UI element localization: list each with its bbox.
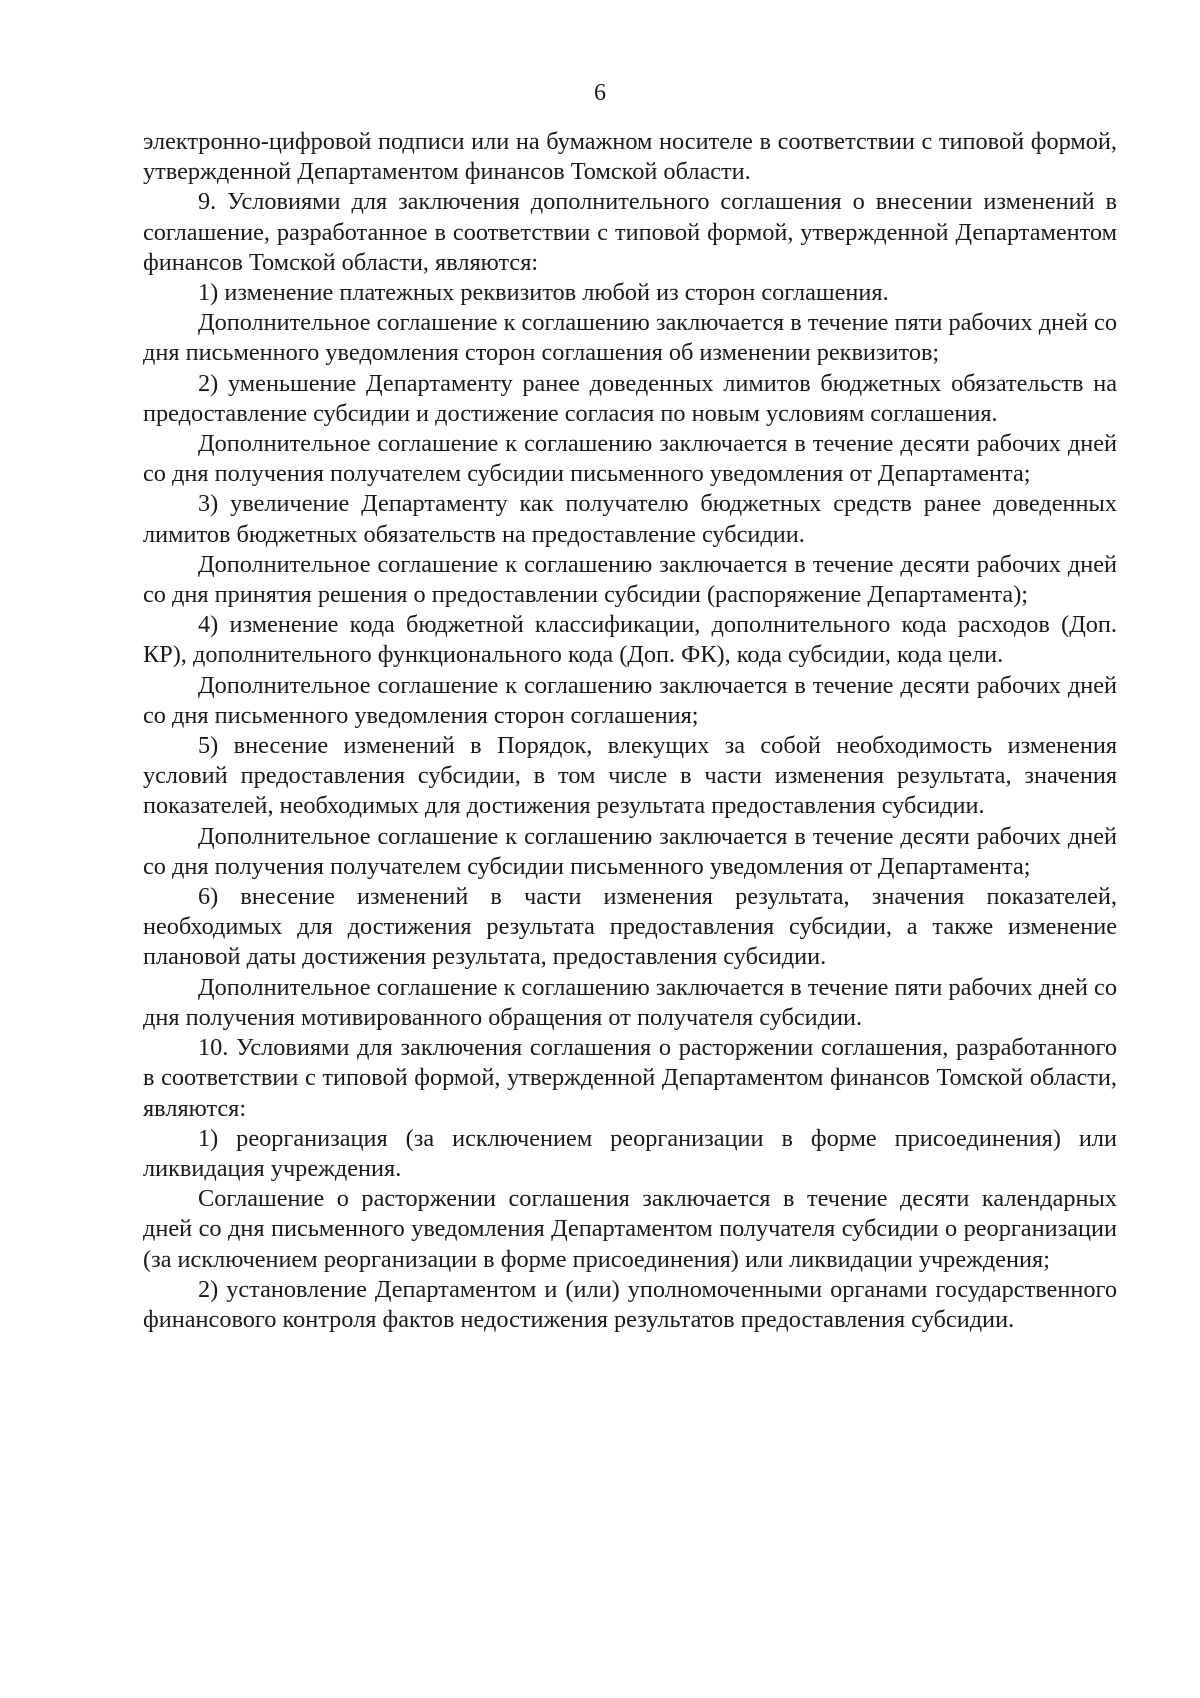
paragraph: Соглашение о расторжении соглашения заключается в течение десяти календарных дней со дня письменного уведомления Департаментом получателя субсидии о реорганизации (за исключением реорганизации в форме присоединения) или ликвидации учреждения; <box>143 1185 1117 1273</box>
paragraph: 6) внесение изменений в части изменения результата, значения показателей, необходимых для достижения результата предоставления субсидии, а также изменение плановой даты достижения результата, предоставления субсидии. <box>143 883 1117 971</box>
paragraph: 3) увеличение Департаменту как получателю бюджетных средств ранее доведенных лимитов бюджетных обязательств на предоставление субсидии. <box>143 490 1117 548</box>
paragraph: Дополнительное соглашение к соглашению заключается в течение десяти рабочих дней со дня получения получателем субсидии письменного уведомления от Департамента; <box>143 430 1117 488</box>
paragraph: 4) изменение кода бюджетной классификации, дополнительного кода расходов (Доп. КР), дополнительного функционального кода (Доп. ФК), кода субсидии, кода цели. <box>143 611 1117 669</box>
paragraph: 5) внесение изменений в Порядок, влекущих за собой необходимость изменения условий предоставления субсидии, в том числе в части изменения результата, значения показателей, необходимых для достижения результата предоставления субсидии. <box>143 732 1117 820</box>
paragraph: 2) установление Департаментом и (или) уполномоченными органами государственного финансового контроля фактов недостижения результатов предоставления субсидии. <box>143 1275 1117 1333</box>
paragraph: Дополнительное соглашение к соглашению заключается в течение пяти рабочих дней со дня письменного уведомления сторон соглашения об изменении реквизитов; <box>143 309 1117 367</box>
paragraph: электронно-цифровой подписи или на бумажном носителе в соответствии с типовой формой, утвержденной Департаментом финансов Томской области. <box>143 128 1117 186</box>
paragraph: Дополнительное соглашение к соглашению заключается в течение десяти рабочих дней со дня принятия решения о предоставлении субсидии (распоряжение Департамента); <box>143 550 1117 609</box>
paragraph: Дополнительное соглашение к соглашению заключается в течение десяти рабочих дней со дня получения получателем субсидии письменного уведомления от Департамента; <box>143 822 1117 880</box>
paragraph: 1) изменение платежных реквизитов любой из сторон соглашения. <box>198 279 889 307</box>
paragraph: 9. Условиями для заключения дополнительного соглашения о внесении изменений в соглашение, разработанное в соответствии с типовой формой, утвержденной Департаментом финансов Томской области, являются: <box>143 188 1117 276</box>
paragraph: Дополнительное соглашение к соглашению заключается в течение десяти рабочих дней со дня письменного уведомления сторон соглашения; <box>143 671 1117 729</box>
document-body <box>143 127 1117 1335</box>
paragraph: 1) реорганизация (за исключением реорганизации в форме присоединения) или ликвидация учреждения. <box>143 1124 1117 1182</box>
paragraph: 10. Условиями для заключения соглашения о расторжении соглашения, разработанного в соответствии с типовой формой, утвержденной Департаментом финансов Томской области, являются: <box>143 1034 1117 1122</box>
paragraph: 2) уменьшение Департаменту ранее доведенных лимитов бюджетных обязательств на предоставление субсидии и достижение согласия по новым условиям соглашения. <box>143 369 1117 427</box>
page-number: 6 <box>594 80 606 106</box>
paragraph: Дополнительное соглашение к соглашению заключается в течение пяти рабочих дней со дня получения мотивированного обращения от получателя субсидии. <box>143 973 1117 1031</box>
